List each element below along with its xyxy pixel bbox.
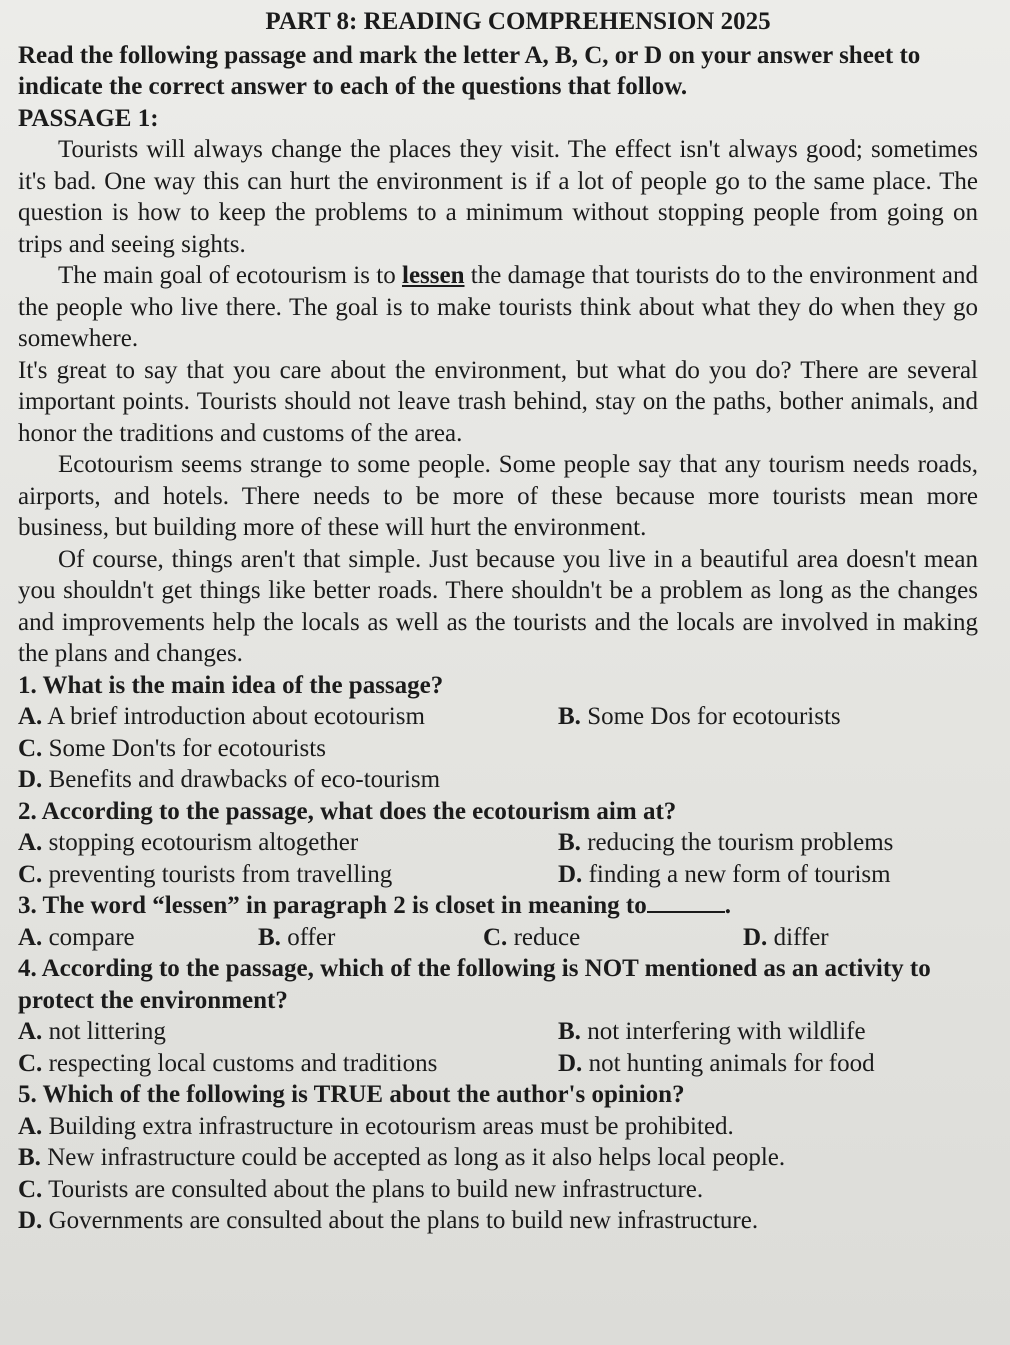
q1-option-b[interactable]: B. Some Dos for ecotourists [558,703,841,730]
question-3: 3. The word “lessen” in paragraph 2 is closet in meaning to . [18,892,731,919]
q3-option-c[interactable]: C. reduce [483,923,581,951]
question-4: 4. According to the passage, which of the following is NOT mentioned as an activity to protect the environment? [18,955,931,1014]
question-2: 2. According to the passage, what does the ecotourism aim at? [18,797,677,825]
q3-option-d[interactable]: D. differ [743,923,829,951]
paragraph-4: Ecotourism seems strange to some people. Some people say that any tourism needs roads, airports, and hotels. There needs to be more of these because more tourists mean more business, but building more of these will hurt the environment. [18,451,978,541]
q4-option-b[interactable]: B. not interfering with wildlife [558,1018,866,1045]
paragraph-3: It's great to say that you care about the environment, but what do you do? There are several important points. Tourists should not leave trash behind, stay on the paths, bother animals, and honor the traditions and customs of the area. [18,356,978,447]
answer-blank [647,891,725,913]
page-title: PART 8: READING COMPREHENSION 2025 [265,8,771,35]
underlined-word: lessen [402,262,465,289]
q1-option-a[interactable]: A. A brief introduction about ecotourism [18,703,425,730]
instructions: Read the following passage and mark the letter A, B, C, or D on your answer sheet to indicate the correct answer to each of the questions that follow. [18,41,921,100]
q2-option-d[interactable]: D. finding a new form of tourism [558,860,891,888]
q5-option-a[interactable]: A. Building extra infrastructure in ecotourism areas must be prohibited. [18,1112,734,1140]
q5-option-d[interactable]: D. Governments are consulted about the plans to build new infrastructure. [18,1207,759,1234]
paragraph-2 [18,260,978,355]
question-3-options [18,922,978,954]
q1-option-c[interactable]: C. Some Don'ts for ecotourists [18,734,326,762]
question-1: 1. What is the main idea of the passage? [18,671,444,699]
q5-option-b[interactable]: B. New infrastructure could be accepted as long as it also helps local people. [18,1144,786,1171]
paragraph-2-end: the damage that tourists do to the environment and the people who live there. The goal is to make tourists think about what they do when they go somewhere. [18,262,978,352]
paragraph-1: Tourists will always change the places they visit. The effect isn't always good; sometimes it's bad. One way this can hurt the environment is if a lot of people go to the same place. The question is how to keep the problems to a minimum without stopping people from going on trips and seeing sights. [18,136,978,258]
q3-option-b[interactable]: B. offer [258,923,336,951]
question-5: 5. Which of the following is TRUE about the author's opinion? [18,1081,685,1108]
q4-option-c[interactable]: C. respecting local customs and traditions [18,1049,438,1077]
q1-option-d[interactable]: D. Benefits and drawbacks of eco-tourism [18,766,441,793]
question-4-options [18,1016,978,1079]
question-1-options [18,701,978,796]
paragraph-2-start: The main goal of ecotourism is to [58,262,402,289]
q4-option-d[interactable]: D. not hunting animals for food [558,1049,875,1077]
passage-label: PASSAGE 1: [18,104,159,132]
q2-option-a[interactable]: A. stopping ecotourism altogether [18,829,359,856]
q2-option-b[interactable]: B. reducing the tourism problems [558,829,894,856]
q4-option-a[interactable]: A. not littering [18,1018,166,1045]
q3-option-a[interactable]: A. compare [18,923,135,951]
q5-option-c[interactable]: C. Tourists are consulted about the plans to build new infrastructure. [18,1175,704,1203]
q2-option-c[interactable]: C. preventing tourists from travelling [18,860,393,888]
paragraph-5: Of course, things aren't that simple. Just because you live in a beautiful area doesn't mean you shouldn't get things like better roads. There shouldn't be a problem as long as the changes and improvements help the locals as well as the tourists and the locals are involved in making the plans and changes. [18,545,978,667]
question-2-options [18,827,978,890]
